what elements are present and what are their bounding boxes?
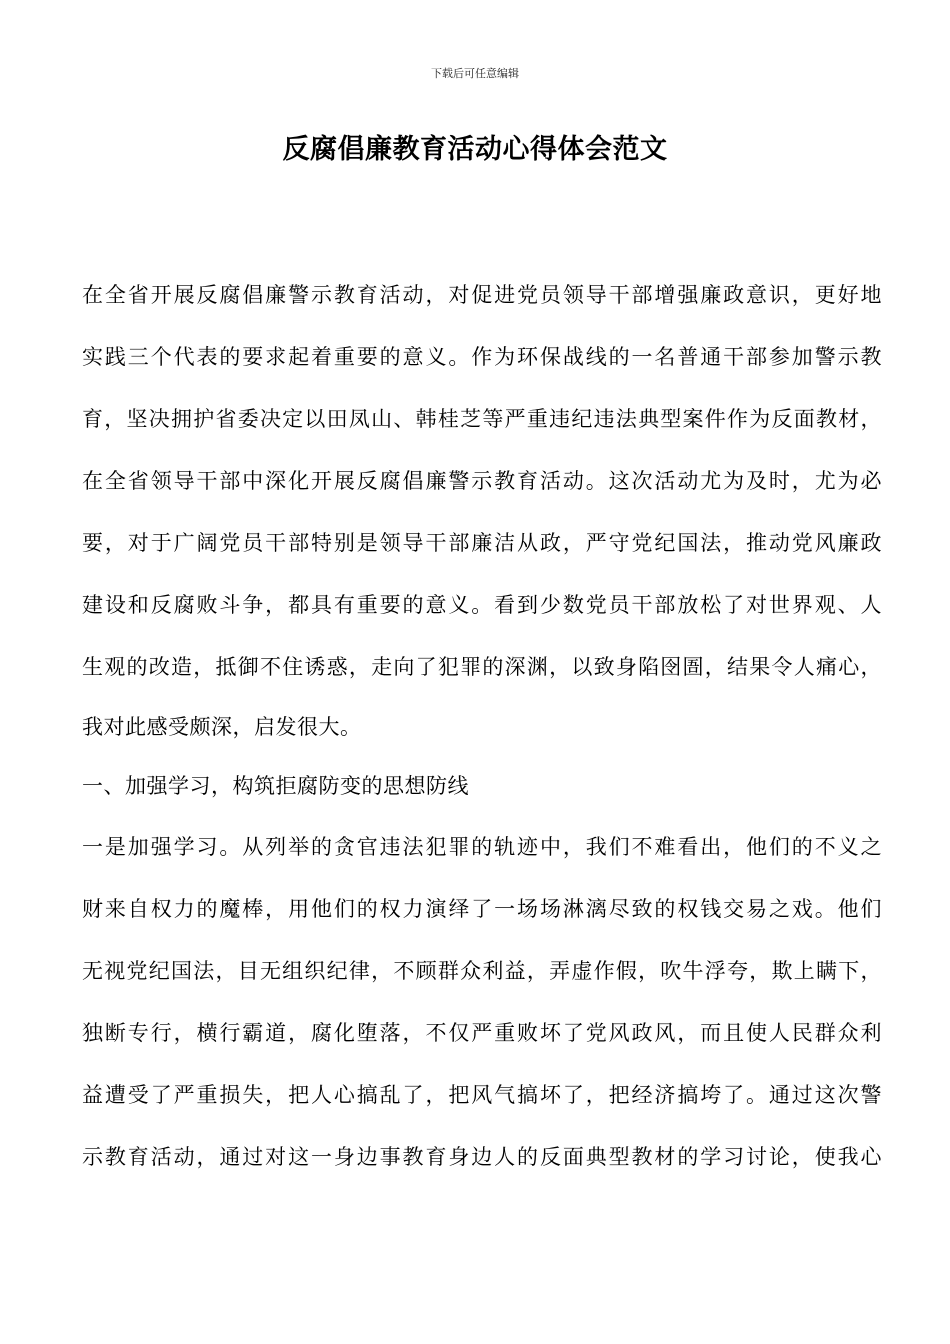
section-heading: 一、加强学习，构筑拒腐防变的思想防线 [82, 774, 469, 798]
document-title: 反腐倡廉教育活动心得体会范文 [282, 134, 668, 165]
text-line: 实践三个代表的要求起着重要的意义。作为环保战线的一名普通干部参加警示教 [82, 345, 882, 369]
text-line: 财来自权力的魔棒，用他们的权力演绎了一场场淋漓尽致的权钱交易之戏。他们 [82, 897, 882, 921]
section-heading-block [82, 757, 882, 816]
text-line: 在全省开展反腐倡廉警示教育活动，对促进党员领导干部增强廉政意识，更好地 [82, 283, 882, 307]
text-line: 益遭受了严重损失，把人心搞乱了，把风气搞坏了，把经济搞垮了。通过这次警 [82, 1083, 882, 1107]
paragraph-intro [82, 264, 882, 757]
text-line: 育，坚决拥护省委决定以田凤山、韩桂芝等严重违纪违法典型案件作为反面教材， [82, 407, 882, 431]
text-line: 要，对于广阔党员干部特别是领导干部廉洁从政，严守党纪国法，推动党风廉政 [82, 531, 882, 555]
document-body [82, 264, 882, 1188]
text-line: 示教育活动，通过对这一身边事教育身边人的反面典型教材的学习讨论，使我心 [82, 1145, 882, 1169]
text-line: 我对此感受颇深，启发很大。 [82, 715, 362, 739]
text-line: 无视党纪国法，目无组织纪律，不顾群众利益，弄虚作假，吹牛浮夸，欺上瞒下， [82, 959, 882, 983]
text-line: 建设和反腐败斗争，都具有重要的意义。看到少数党员干部放松了对世界观、人 [82, 593, 882, 617]
text-line: 一是加强学习。从列举的贪官违法犯罪的轨迹中，我们不难看出，他们的不义之 [82, 835, 882, 859]
text-line: 生观的改造，抵御不住诱惑，走向了犯罪的深渊，以致身陷囹圄，结果令人痛心， [82, 655, 882, 679]
text-line: 独断专行，横行霸道，腐化堕落，不仅严重败坏了党风政风，而且使人民群众利 [82, 1021, 882, 1045]
paragraph-study [82, 816, 882, 1188]
text-line: 在全省领导干部中深化开展反腐倡廉警示教育活动。这次活动尤为及时，尤为必 [82, 469, 882, 493]
header-note: 下载后可任意编辑 [431, 67, 519, 80]
